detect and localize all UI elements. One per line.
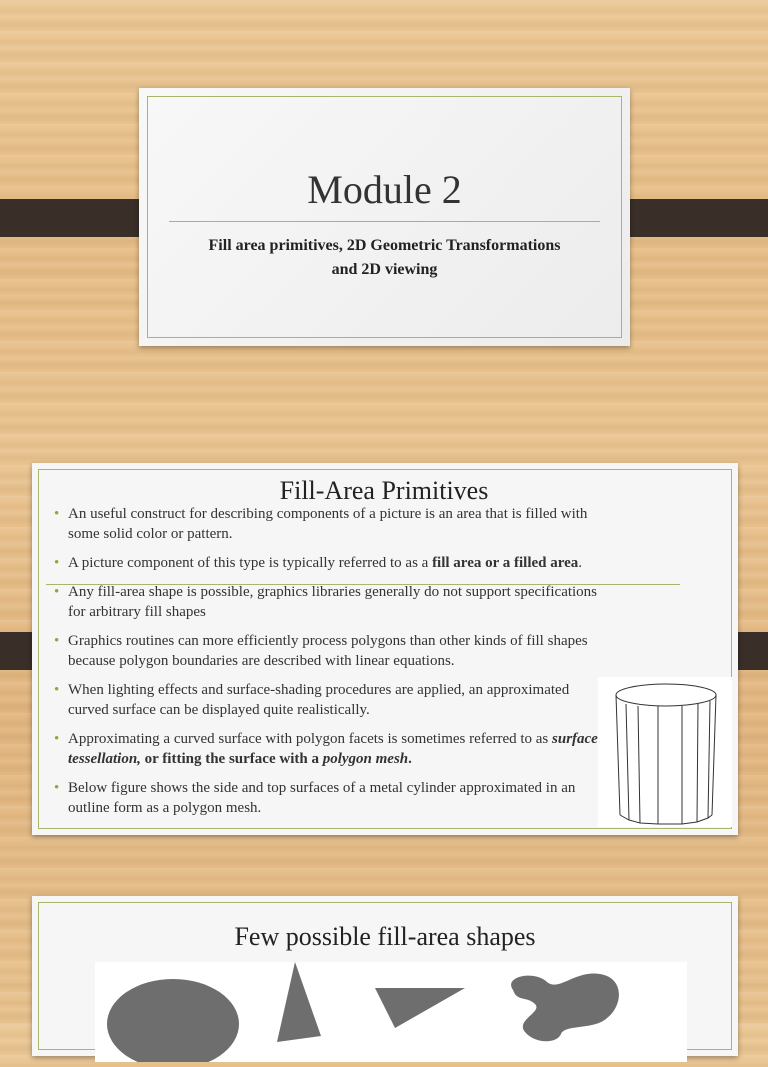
fill-shapes-figure — [95, 962, 687, 1062]
filled-irregular-shape — [511, 974, 619, 1042]
slide-frame — [147, 96, 622, 338]
cylinder-drawing — [598, 677, 732, 827]
title-divider — [169, 221, 600, 222]
subtitle-line-2: and 2D viewing — [331, 261, 438, 278]
fill-shapes-drawing — [95, 962, 687, 1062]
bullet-item: • Approximating a curved surface with polygon facets is sometimes referred to as surface tessellation, or fitting the surface with a polygon mesh. — [54, 729, 606, 769]
filled-triangle-shape — [277, 962, 321, 1042]
bullet-list — [54, 504, 606, 827]
bullet-item: • A picture component of this type is typically referred to as a fill area or a filled area. — [54, 553, 606, 573]
filled-wedge-shape — [375, 988, 465, 1028]
bullet-item: • An useful construct for describing components of a picture is an area that is filled with some solid color or pattern. — [54, 504, 606, 544]
cylinder-top-face — [616, 684, 716, 706]
slide1-left-tab — [0, 199, 155, 237]
fill-area-primitives-slide — [32, 463, 738, 835]
subtitle-line-1: Fill area primitives, 2D Geometric Transformations — [208, 237, 561, 254]
fill-area-shapes-slide — [32, 896, 738, 1056]
filled-circle-shape — [107, 979, 239, 1062]
bullet-item: • Any fill-area shape is possible, graphics libraries generally do not support specifications for arbitrary fill shapes — [54, 582, 606, 622]
slide-title: Module 2 — [307, 167, 462, 212]
bullet-item: • Graphics routines can more efficiently process polygons than other kinds of fill shapes because polygon boundaries are described with linear equations. — [54, 631, 606, 671]
bullet-item: • When lighting effects and surface-shading procedures are applied, an approximated curved surface can be displayed quite realistically. — [54, 680, 606, 720]
slide1-right-tab — [613, 199, 768, 237]
slide-title: Few possible fill-area shapes — [234, 922, 536, 951]
slide-title: Fill-Area Primitives — [279, 476, 489, 505]
title-slide — [139, 88, 630, 346]
slide-subtitle — [169, 234, 600, 282]
polygon-mesh-cylinder-figure — [598, 677, 732, 827]
bullet-item: • Below figure shows the side and top surfaces of a metal cylinder approximated in an outline form as a polygon mesh. — [54, 778, 606, 818]
